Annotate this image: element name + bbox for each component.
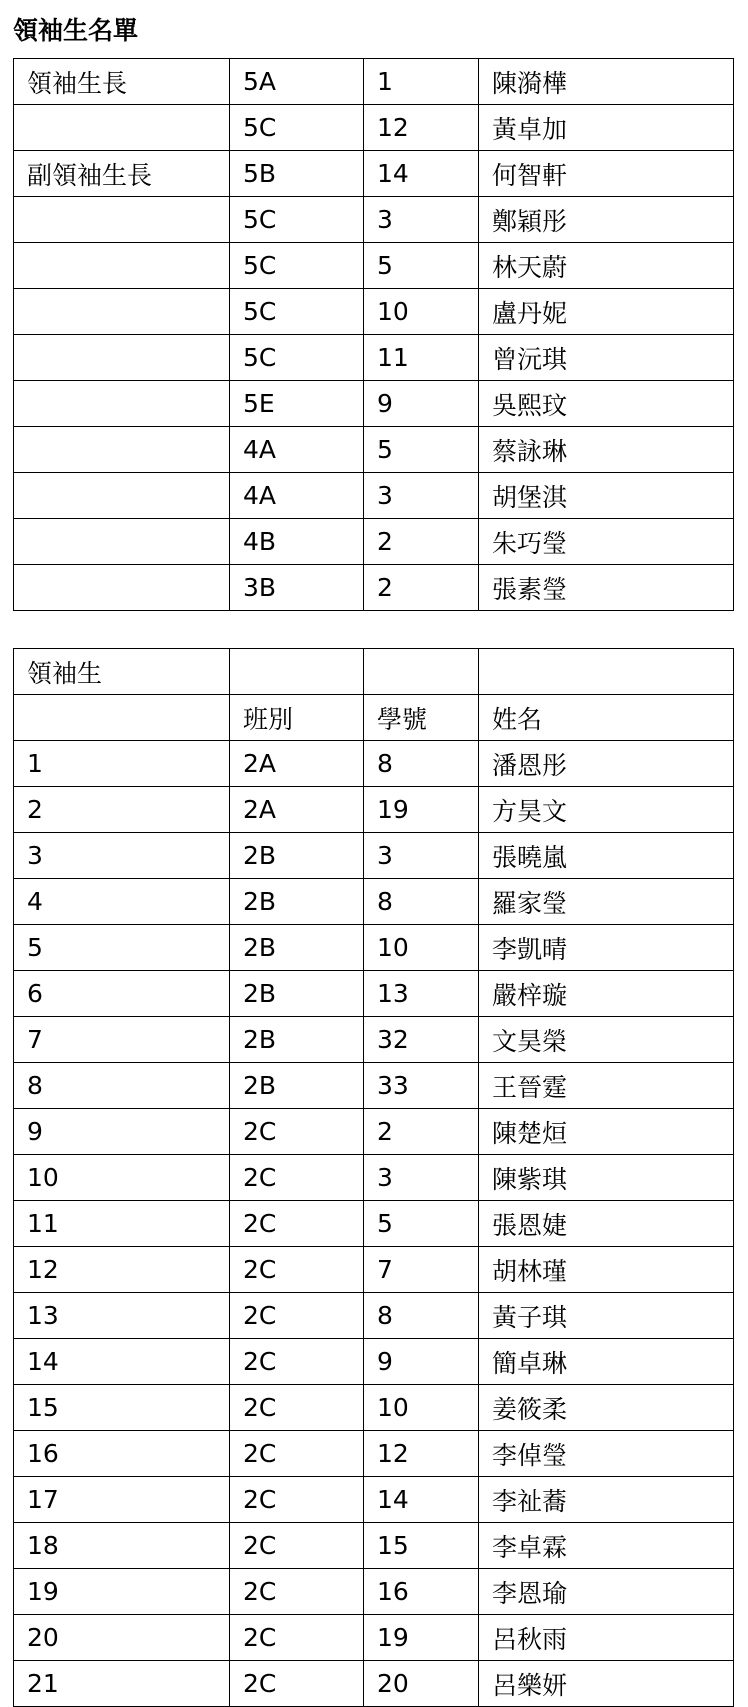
student-number-cell: 20	[364, 1661, 479, 1707]
section-label: 領袖生	[14, 649, 230, 695]
student-number-cell: 12	[364, 105, 479, 151]
class-cell: 2C	[230, 1201, 364, 1247]
student-name-cell: 胡林瑾	[479, 1247, 734, 1293]
student-number-cell: 9	[364, 381, 479, 427]
student-name-cell: 張恩婕	[479, 1201, 734, 1247]
table-row	[14, 741, 734, 787]
index-cell: 4	[14, 879, 230, 925]
class-cell: 2C	[230, 1523, 364, 1569]
index-cell: 15	[14, 1385, 230, 1431]
student-name-cell: 李倬瑩	[479, 1431, 734, 1477]
head-prefects-table	[13, 58, 734, 611]
student-name-cell: 羅家瑩	[479, 879, 734, 925]
index-cell: 16	[14, 1431, 230, 1477]
student-number-cell: 10	[364, 289, 479, 335]
table-row	[14, 381, 734, 427]
table-row	[14, 971, 734, 1017]
student-name-cell: 呂秋雨	[479, 1615, 734, 1661]
index-cell: 18	[14, 1523, 230, 1569]
class-cell: 2C	[230, 1477, 364, 1523]
student-number-cell: 16	[364, 1569, 479, 1615]
table-row	[14, 1109, 734, 1155]
index-cell: 13	[14, 1293, 230, 1339]
class-cell: 4A	[230, 427, 364, 473]
class-cell: 2C	[230, 1339, 364, 1385]
index-cell: 19	[14, 1569, 230, 1615]
table-row	[14, 1063, 734, 1109]
student-number-cell: 3	[364, 1155, 479, 1201]
table-row	[14, 1247, 734, 1293]
header-index	[14, 695, 230, 741]
section-label-row	[14, 649, 734, 695]
student-number-cell: 15	[364, 1523, 479, 1569]
class-cell: 5C	[230, 243, 364, 289]
student-name-cell: 文昊榮	[479, 1017, 734, 1063]
student-name-cell: 朱巧瑩	[479, 519, 734, 565]
class-cell: 3B	[230, 565, 364, 611]
class-cell: 5B	[230, 151, 364, 197]
table-row	[14, 1431, 734, 1477]
student-number-cell: 12	[364, 1431, 479, 1477]
table-row	[14, 289, 734, 335]
table-row	[14, 565, 734, 611]
index-cell: 20	[14, 1615, 230, 1661]
table-row	[14, 427, 734, 473]
student-number-cell: 14	[364, 1477, 479, 1523]
class-cell: 4A	[230, 473, 364, 519]
student-number-cell: 19	[364, 787, 479, 833]
student-name-cell: 黃子琪	[479, 1293, 734, 1339]
role-cell	[14, 427, 230, 473]
class-cell: 2B	[230, 1063, 364, 1109]
class-cell: 2C	[230, 1385, 364, 1431]
student-name-cell: 潘恩彤	[479, 741, 734, 787]
table-row	[14, 1155, 734, 1201]
student-name-cell: 王晉霆	[479, 1063, 734, 1109]
table-row	[14, 335, 734, 381]
table-row	[14, 197, 734, 243]
index-cell: 1	[14, 741, 230, 787]
student-number-cell: 32	[364, 1017, 479, 1063]
table-row	[14, 1523, 734, 1569]
table-row	[14, 925, 734, 971]
student-name-cell: 曾沅琪	[479, 335, 734, 381]
student-number-cell: 11	[364, 335, 479, 381]
class-cell: 2B	[230, 833, 364, 879]
student-number-cell: 3	[364, 473, 479, 519]
header-row	[14, 695, 734, 741]
table-row	[14, 1385, 734, 1431]
student-number-cell: 2	[364, 1109, 479, 1155]
student-name-cell: 陳漪樺	[479, 59, 734, 105]
index-cell: 5	[14, 925, 230, 971]
index-cell: 11	[14, 1201, 230, 1247]
student-name-cell: 吳熙玟	[479, 381, 734, 427]
index-cell: 3	[14, 833, 230, 879]
student-name-cell: 李恩瑜	[479, 1569, 734, 1615]
student-number-cell: 19	[364, 1615, 479, 1661]
index-cell: 10	[14, 1155, 230, 1201]
student-number-cell: 3	[364, 197, 479, 243]
class-cell: 2C	[230, 1615, 364, 1661]
role-cell	[14, 519, 230, 565]
class-cell: 2C	[230, 1661, 364, 1707]
student-name-cell: 黃卓加	[479, 105, 734, 151]
student-number-cell: 3	[364, 833, 479, 879]
index-cell: 7	[14, 1017, 230, 1063]
student-name-cell: 嚴梓璇	[479, 971, 734, 1017]
role-cell: 領袖生長	[14, 59, 230, 105]
role-cell	[14, 289, 230, 335]
student-name-cell: 姜筱柔	[479, 1385, 734, 1431]
role-cell	[14, 105, 230, 151]
table-row	[14, 1477, 734, 1523]
index-cell: 9	[14, 1109, 230, 1155]
class-cell: 4B	[230, 519, 364, 565]
table-row	[14, 833, 734, 879]
student-name-cell: 呂樂妍	[479, 1661, 734, 1707]
student-name-cell: 陳紫琪	[479, 1155, 734, 1201]
student-name-cell: 李凱晴	[479, 925, 734, 971]
class-cell: 5C	[230, 197, 364, 243]
table-row	[14, 1615, 734, 1661]
student-name-cell: 陳楚烜	[479, 1109, 734, 1155]
class-cell: 5C	[230, 289, 364, 335]
table-row	[14, 519, 734, 565]
prefects-table	[13, 648, 734, 1707]
student-number-cell: 2	[364, 519, 479, 565]
index-cell: 2	[14, 787, 230, 833]
student-name-cell: 簡卓琳	[479, 1339, 734, 1385]
student-name-cell: 李祉蕎	[479, 1477, 734, 1523]
header-student-number: 學號	[364, 695, 479, 741]
header-class: 班別	[230, 695, 364, 741]
table-row	[14, 1017, 734, 1063]
class-cell: 2A	[230, 741, 364, 787]
table-row	[14, 59, 734, 105]
student-number-cell: 7	[364, 1247, 479, 1293]
header-name: 姓名	[479, 695, 734, 741]
class-cell: 2B	[230, 925, 364, 971]
class-cell: 2C	[230, 1569, 364, 1615]
student-number-cell: 10	[364, 1385, 479, 1431]
role-cell	[14, 381, 230, 427]
student-number-cell: 8	[364, 879, 479, 925]
class-cell: 5E	[230, 381, 364, 427]
index-cell: 17	[14, 1477, 230, 1523]
class-cell: 2C	[230, 1155, 364, 1201]
student-number-cell: 9	[364, 1339, 479, 1385]
document-title: 領袖生名單	[13, 16, 139, 45]
student-number-cell: 14	[364, 151, 479, 197]
table-row	[14, 787, 734, 833]
student-number-cell: 2	[364, 565, 479, 611]
index-cell: 12	[14, 1247, 230, 1293]
table-row	[14, 105, 734, 151]
student-name-cell: 林天蔚	[479, 243, 734, 289]
student-number-cell: 1	[364, 59, 479, 105]
class-cell: 2B	[230, 879, 364, 925]
role-cell: 副領袖生長	[14, 151, 230, 197]
student-name-cell: 李卓霖	[479, 1523, 734, 1569]
class-cell: 2B	[230, 971, 364, 1017]
role-cell	[14, 473, 230, 519]
role-cell	[14, 565, 230, 611]
student-number-cell: 8	[364, 741, 479, 787]
student-number-cell: 13	[364, 971, 479, 1017]
head-prefects-table-body	[14, 59, 734, 611]
role-cell	[14, 335, 230, 381]
student-number-cell: 10	[364, 925, 479, 971]
class-cell: 2C	[230, 1109, 364, 1155]
student-name-cell: 蔡詠琳	[479, 427, 734, 473]
student-name-cell: 方昊文	[479, 787, 734, 833]
index-cell: 21	[14, 1661, 230, 1707]
student-number-cell: 5	[364, 243, 479, 289]
student-name-cell: 胡堡淇	[479, 473, 734, 519]
role-cell	[14, 197, 230, 243]
empty-cell	[230, 649, 364, 695]
table-row	[14, 1339, 734, 1385]
prefects-table-body	[14, 649, 734, 1707]
student-number-cell: 33	[364, 1063, 479, 1109]
student-number-cell: 5	[364, 1201, 479, 1247]
empty-cell	[364, 649, 479, 695]
table-row	[14, 1201, 734, 1247]
role-cell	[14, 243, 230, 289]
table-row	[14, 1569, 734, 1615]
class-cell: 2C	[230, 1293, 364, 1339]
class-cell: 2A	[230, 787, 364, 833]
table-row	[14, 473, 734, 519]
class-cell: 5C	[230, 105, 364, 151]
table-row	[14, 879, 734, 925]
table-row	[14, 243, 734, 289]
student-number-cell: 5	[364, 427, 479, 473]
table-row	[14, 1293, 734, 1339]
student-name-cell: 張素瑩	[479, 565, 734, 611]
class-cell: 5A	[230, 59, 364, 105]
student-name-cell: 張曉嵐	[479, 833, 734, 879]
student-name-cell: 何智軒	[479, 151, 734, 197]
class-cell: 5C	[230, 335, 364, 381]
class-cell: 2B	[230, 1017, 364, 1063]
student-name-cell: 鄭穎彤	[479, 197, 734, 243]
index-cell: 8	[14, 1063, 230, 1109]
student-name-cell: 盧丹妮	[479, 289, 734, 335]
class-cell: 2C	[230, 1431, 364, 1477]
index-cell: 14	[14, 1339, 230, 1385]
index-cell: 6	[14, 971, 230, 1017]
class-cell: 2C	[230, 1247, 364, 1293]
table-row	[14, 151, 734, 197]
empty-cell	[479, 649, 734, 695]
student-number-cell: 8	[364, 1293, 479, 1339]
